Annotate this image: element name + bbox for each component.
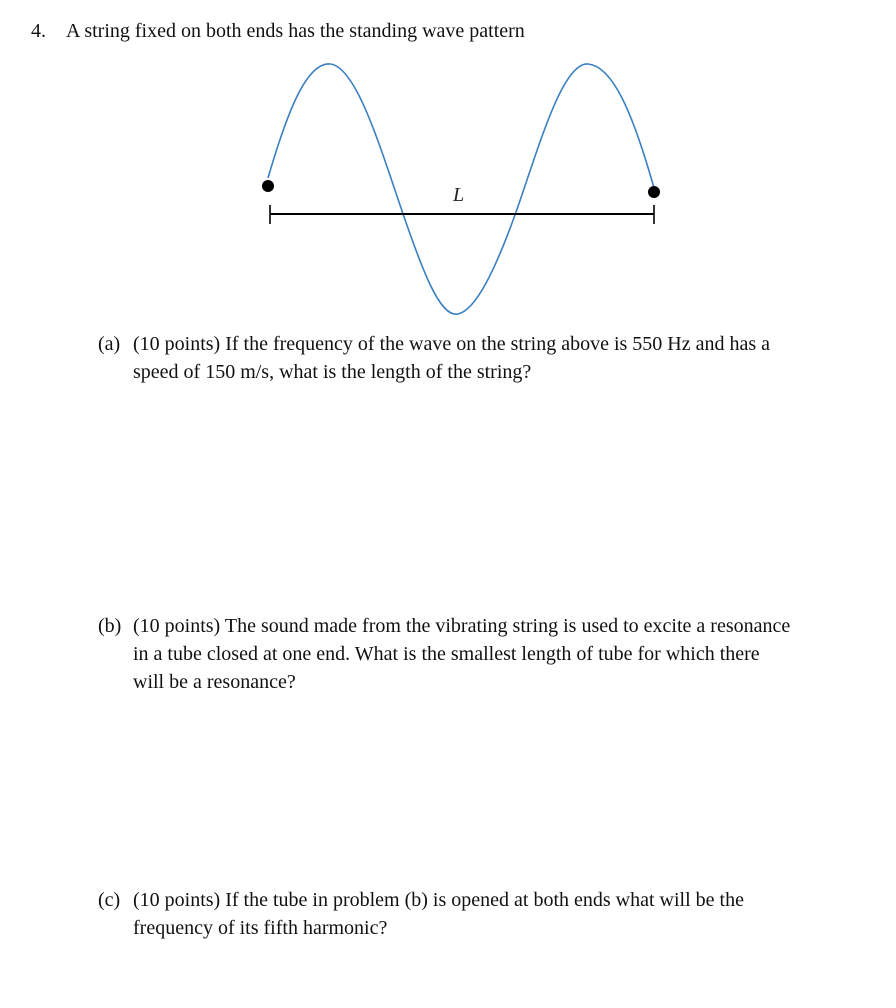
standing-wave-figure (0, 0, 896, 340)
part-a-line-1 (98, 330, 878, 358)
part-a-label: (a) (98, 333, 121, 355)
part-b-line-2: in a tube closed at one end. What is the smallest length of tube for which there (133, 643, 760, 665)
part-c-line-1 (98, 886, 878, 914)
part-a (98, 330, 878, 386)
part-a-text-1: (10 points) If the frequency of the wave on the string above is 550 Hz and has a (133, 333, 771, 355)
question-number: 4. (31, 20, 46, 42)
left-fixed-end-dot (262, 180, 274, 192)
part-c-text-1: (10 points) If the tube in problem (b) is opened at both ends what will be the (133, 889, 744, 911)
part-c-line-2: frequency of its fifth harmonic? (133, 917, 388, 939)
part-b (98, 612, 878, 696)
part-b-line-1 (98, 612, 878, 640)
question-prompt: A string fixed on both ends has the standing wave pattern (66, 20, 525, 42)
part-b-label: (b) (98, 615, 122, 637)
part-b-line-3: will be a resonance? (133, 671, 296, 693)
part-a-line-2: speed of 150 m/s, what is the length of the string? (133, 361, 532, 383)
length-label: L (453, 184, 465, 206)
part-c (98, 886, 878, 942)
part-c-label: (c) (98, 889, 121, 911)
right-fixed-end-dot (648, 186, 660, 198)
part-b-text-1: (10 points) The sound made from the vibrating string is used to excite a resonance (133, 615, 791, 637)
